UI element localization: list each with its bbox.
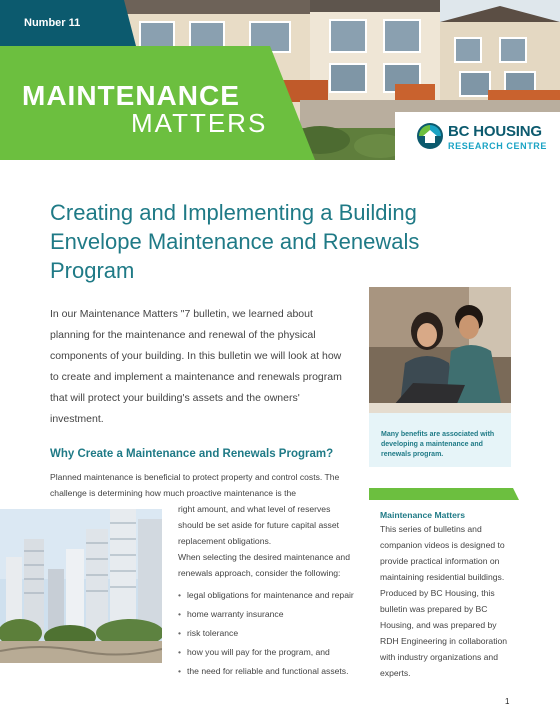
- sidebar-accent-bar: [369, 488, 519, 500]
- document-title: Creating and Implementing a Building Envelope Maintenance and Renewals Program: [50, 200, 420, 283]
- list-item: • home warranty insurance: [178, 609, 284, 619]
- paragraph-planned-maintenance: Planned maintenance is beneficial to protect property and control costs. The challenge is determining how much proactive maintenance is the: [50, 472, 340, 498]
- section-heading: Why Create a Maintenance and Renewals Program?: [50, 448, 334, 460]
- considerations-list: [178, 586, 354, 681]
- list-item: • the need for reliable and functional assets.: [178, 666, 349, 676]
- list-item: • risk tolerance: [178, 628, 239, 638]
- issue-number: Number 11: [24, 17, 81, 29]
- list-item: • how you will pay for the program, and: [178, 647, 330, 657]
- bc-housing-logo-icon: [416, 122, 444, 150]
- logo-main-text: BC HOUSING: [448, 123, 542, 140]
- sidebar-text: This series of bulletins and companion videos is designed to provide practical information on maintaining residential buildings. Produced by BC Housing, this bulletin was prepared by BC Housing, and was prepared by RDH Engineering in collaboration with industry organizations and experts.: [380, 524, 508, 678]
- photo-caption: Many benefits are associated with developing a maintenance and renewals program.: [381, 431, 495, 458]
- intro-paragraph: In our Maintenance Matters "7 bulletin, we learned about planning for the maintenance and renewal of the physical components of your building. In this bulletin we will look at how to create and implement a maintenance and renewals program that will protect your building's assets and the owners' investment.: [50, 308, 342, 425]
- paragraph-selecting-approach: When selecting the desired maintenance and renewals approach, consider the following:: [178, 552, 350, 578]
- bc-housing-logo: [414, 122, 548, 160]
- sidebar-heading: Maintenance Matters: [380, 510, 466, 520]
- couple-laptop-photo: [369, 287, 511, 413]
- series-title-maintenance: MAINTENANCE: [22, 80, 240, 111]
- city-skyline-photo: [0, 509, 162, 663]
- list-item: • legal obligations for maintenance and repair: [178, 590, 354, 600]
- paragraph-right-amount: right amount, and what level of reserves should be set aside for future capital asset replacement obligations.: [178, 504, 339, 546]
- series-title-matters: MATTERS: [131, 108, 268, 138]
- header-banner: [0, 0, 560, 160]
- page-number: 1: [505, 697, 510, 706]
- photo-caption-box: [369, 413, 511, 467]
- logo-sub-text: RESEARCH CENTRE: [448, 141, 548, 151]
